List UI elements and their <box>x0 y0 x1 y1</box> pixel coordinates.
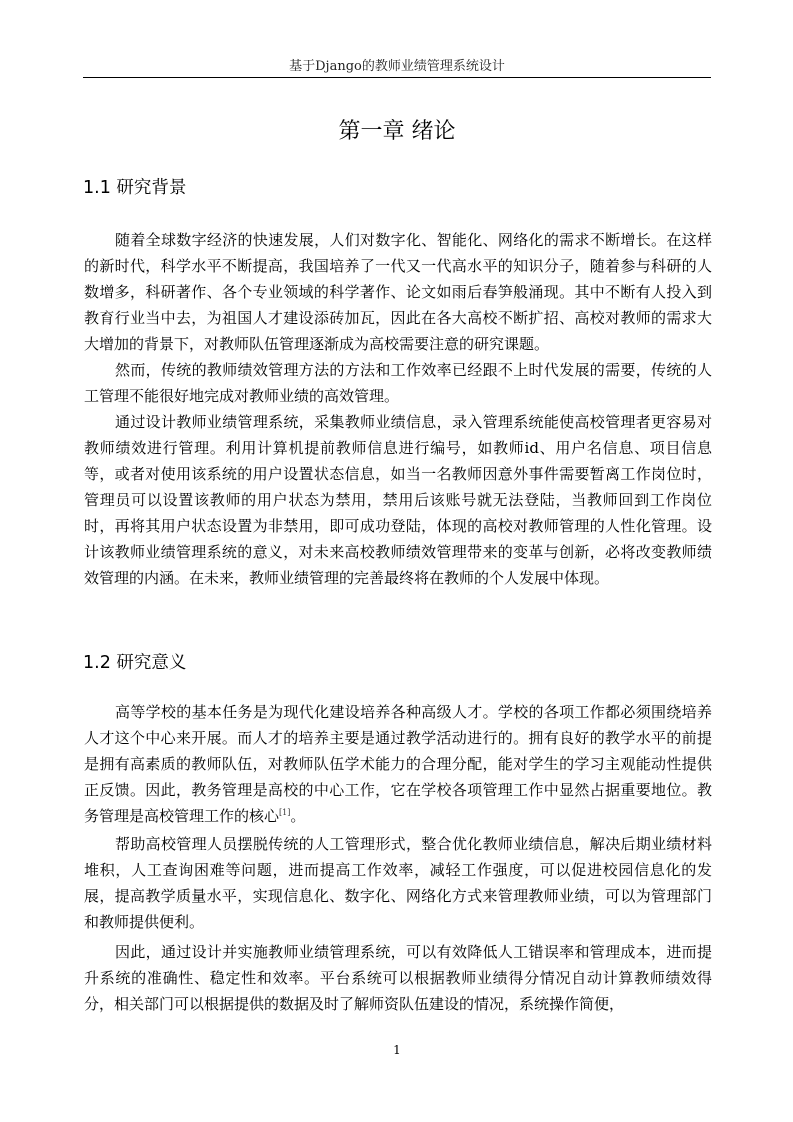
header-rule <box>83 77 711 78</box>
running-header: 基于Django的教师业绩管理系统设计 <box>289 59 505 74</box>
paragraph-tail: 。 <box>290 807 306 825</box>
paragraph: 然而，传统的教师绩效管理方法的方法和工作效率已经跟不上时代发展的需要，传统的人工管理不能很好地完成对教师业绩的高效管理。 <box>84 361 712 405</box>
section-heading-background: 1.1 研究背景 <box>83 178 187 198</box>
citation-marker: [1] <box>279 808 291 817</box>
chapter-title: 第一章 绪论 <box>338 119 456 144</box>
paragraph: 帮助高校管理人员摆脱传统的人工管理形式，整合优化教师业绩信息，解决后期业绩材料堆积，人工查询困难等问题，进而提高工作效率，减轻工作强度，可以促进校园信息化的发展，提高教学质量水平，实现信息化、数字化、网络化方式来管理教师业绩，可以为管理部门和教师提供便利。 <box>84 835 712 931</box>
paragraph <box>84 699 712 829</box>
section-heading-significance: 1.2 研究意义 <box>83 653 187 673</box>
page-number: 1 <box>393 1043 401 1057</box>
paragraph-text: 高等学校的基本任务是为现代化建设培养各种高级人才。学校的各项工作都必须围绕培养人才这个中心来开展。而人才的培养主要是通过教学活动进行的。拥有良好的教学水平的前提是拥有高素质的教师队伍，对教师队伍学术能力的合理分配，能对学生的学习主观能动性提供正反馈。因此，教务管理是高校的中心工作，它在学校各项管理工作中显然占据重要地位。教务管理是高校管理工作的核心 <box>84 703 712 825</box>
paragraph: 随着全球数字经济的快速发展，人们对数字化、智能化、网络化的需求不断增长。在这样的新时代，科学水平不断提高，我国培养了一代又一代高水平的知识分子，随着参与科研的人数增多，科研著作、各个专业领域的科学著作、论文如雨后春笋般涌现。其中不断有人投入到教育行业当中去，为祖国人才建设添砖加瓦，因此在各大高校不断扩招、高校对教师的需求大大增加的背景下，对教师队伍管理逐渐成为高校需要注意的研究课题。 <box>84 231 712 353</box>
paragraph: 因此，通过设计并实施教师业绩管理系统，可以有效降低人工错误率和管理成本，进而提升系统的准确性、稳定性和效率。平台系统可以根据教师业绩得分情况自动计算教师绩效得分，相关部门可以根据提供的数据及时了解师资队伍建设的情况，系统操作简便， <box>84 943 712 1013</box>
paragraph: 通过设计教师业绩管理系统，采集教师业绩信息，录入管理系统能使高校管理者更容易对教师绩效进行管理。利用计算机提前教师信息进行编号，如教师id、用户名信息、项目信息等，或者对使用该系统的用户设置状态信息，如当一名教师因意外事件需要暂离工作岗位时，管理员可以设置该教师的用户状态为禁用，禁用后该账号就无法登陆，当教师回到工作岗位时，再将其用户状态设置为非禁用，即可成功登陆，体现的高校对教师管理的人性化管理。设计该教师业绩管理系统的意义，对未来高校教师绩效管理带来的变革与创新，必将改变教师绩效管理的内涵。在未来，教师业绩管理的完善最终将在教师的个人发展中体现。 <box>84 413 712 587</box>
